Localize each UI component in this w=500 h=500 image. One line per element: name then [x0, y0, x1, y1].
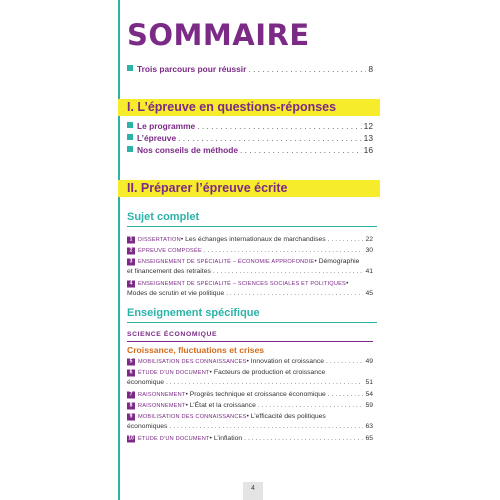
toc-label: L’épreuve [137, 133, 177, 143]
entry-text-continued: et financement des retraites [127, 268, 211, 275]
leader-dots [328, 390, 364, 400]
toc-page: 12 [363, 121, 373, 131]
entry-text-continued: économiques [127, 423, 168, 430]
entry-number: 7 [127, 392, 135, 399]
entry-page: 54 [365, 391, 373, 398]
entry-page: 30 [365, 247, 373, 254]
entry-page: 51 [365, 379, 373, 386]
entry-5[interactable] [127, 357, 373, 367]
leader-dots [169, 422, 363, 432]
entry-2[interactable] [127, 246, 373, 256]
entry-8[interactable] [127, 401, 373, 411]
leader-dots [328, 235, 364, 245]
entry-6[interactable] [127, 368, 373, 388]
section-bar-2[interactable] [118, 180, 380, 197]
leader-dots [197, 121, 361, 132]
toc-page: 8 [368, 64, 373, 74]
entry-number: 8 [127, 403, 135, 410]
toc-page: 13 [363, 133, 373, 143]
entry-10[interactable] [127, 434, 373, 444]
entry-text-continued: Modes de scrutin et vie politique [127, 290, 225, 297]
margin-rule [118, 0, 120, 500]
toc-label: Le programme [137, 121, 196, 131]
entry-7[interactable] [127, 390, 373, 400]
entry-kind: ENSEIGNEMENT DE SPÉCIALITÉ – ÉCONOMIE APPROFONDIE [138, 259, 315, 265]
leader-dots [244, 434, 363, 444]
entry-number: 10 [128, 435, 134, 442]
entry-page: 59 [365, 402, 373, 409]
page-title: SOMMAIRE [127, 18, 310, 52]
entry-3[interactable] [127, 257, 373, 277]
entry-page: 22 [365, 236, 373, 243]
leader-dots [226, 289, 363, 299]
entry-1[interactable] [127, 235, 373, 245]
bullet-square-icon [127, 65, 133, 71]
entry-kind: DISSERTATION [138, 237, 181, 243]
leader-dots [240, 145, 362, 156]
discipline-heading: SCIENCE ÉCONOMIQUE [127, 331, 218, 338]
theme-heading: Croissance, fluctuations et crises [127, 345, 265, 355]
entry-text: • L’inflation [209, 435, 243, 442]
entry-kind: RAISONNEMENT [138, 392, 186, 398]
entry-page: 65 [365, 435, 373, 442]
entry-number: 2 [127, 248, 135, 255]
leader-dots [213, 267, 364, 277]
toc-item-parcours[interactable] [127, 64, 373, 75]
toc-item-programme[interactable] [127, 121, 373, 132]
bullet-square-icon [127, 134, 133, 140]
subheading-rule [127, 226, 377, 227]
section-bar-1[interactable] [118, 99, 380, 116]
leader-dots [178, 133, 362, 144]
leader-dots [248, 64, 366, 75]
entry-page: 49 [365, 358, 373, 365]
subheading-enseignement-specifique: Enseignement spécifique [127, 307, 260, 319]
entry-number: 5 [127, 359, 135, 366]
subheading-rule [127, 322, 377, 323]
page-number: 4 [243, 482, 263, 500]
entry-kind: ÉTUDE D’UN DOCUMENT [138, 436, 210, 442]
entry-kind: ÉPREUVE COMPOSÉE [138, 248, 202, 254]
entry-9[interactable] [127, 412, 373, 432]
leader-dots [204, 246, 364, 256]
toc-label: Nos conseils de méthode [137, 145, 238, 155]
entry-kind: ENSEIGNEMENT DE SPÉCIALITÉ – SCIENCES SOCIALES ET POLITIQUES [138, 281, 346, 287]
entry-4[interactable] [127, 279, 373, 299]
entry-kind: ÉTUDE D’UN DOCUMENT [138, 370, 210, 376]
entry-text: • [345, 280, 349, 287]
entry-number: 9 [127, 414, 135, 421]
section-title: I. L’épreuve en questions-réponses [127, 100, 337, 114]
entry-text: • Les échanges internationaux de marchandises [180, 236, 326, 243]
leader-dots [166, 378, 363, 388]
entry-text: • Facteurs de production et croissance [209, 369, 326, 376]
toc-item-epreuve[interactable] [127, 133, 373, 144]
entry-page: 41 [365, 268, 373, 275]
entry-kind: MOBILISATION DES CONNAISSANCES [138, 414, 247, 420]
toc-label: Trois parcours pour réussir [137, 64, 247, 74]
entry-page: 45 [365, 290, 373, 297]
entry-kind: RAISONNEMENT [138, 403, 186, 409]
bullet-square-icon [127, 146, 133, 152]
entry-text: • L’État et la croissance [185, 402, 256, 409]
leader-dots [326, 357, 363, 367]
subheading-sujet-complet: Sujet complet [127, 211, 200, 223]
toc-item-conseils[interactable] [127, 145, 373, 156]
section-title: II. Préparer l’épreuve écrite [127, 181, 288, 195]
entry-text: • Innovation et croissance [246, 358, 325, 365]
entry-text: • Démographie [314, 258, 360, 265]
entry-page: 63 [365, 423, 373, 430]
discipline-rule [127, 341, 373, 342]
entry-kind: MOBILISATION DES CONNAISSANCES [138, 359, 247, 365]
entry-text-continued: économique [127, 379, 165, 386]
entry-number: 6 [127, 370, 135, 377]
entry-number: 4 [127, 281, 135, 288]
bullet-square-icon [127, 122, 133, 128]
leader-dots [258, 401, 364, 411]
toc-page: 16 [363, 145, 373, 155]
entry-number: 3 [127, 259, 135, 266]
entry-text: • Progrès technique et croissance économique [185, 391, 326, 398]
entry-number: 1 [127, 237, 135, 244]
entry-text: • L’efficacité des politiques [246, 413, 326, 420]
